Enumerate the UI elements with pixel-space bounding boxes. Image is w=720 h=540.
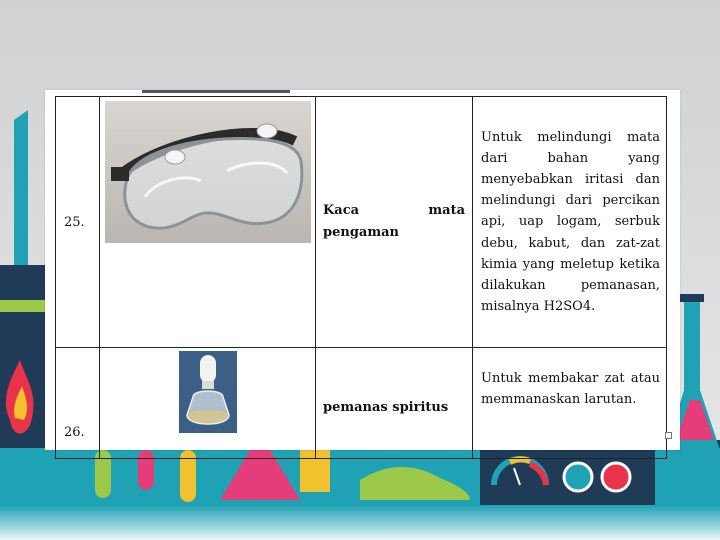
table-resize-handle[interactable] (665, 432, 672, 439)
red-circle-icon (602, 463, 630, 491)
equipment-name: Kaca mata pengaman (316, 97, 473, 348)
table-row (56, 348, 667, 459)
previous-row-image-edge (142, 90, 290, 93)
safety-goggles-photo (105, 101, 311, 243)
table-row (56, 97, 667, 348)
equipment-name: pemanas spiritus (316, 348, 473, 459)
teal-circle-icon (564, 463, 592, 491)
document-page (45, 90, 680, 450)
spirit-lamp-photo (179, 351, 237, 433)
row-number: 26. (56, 348, 100, 459)
equipment-description: Untuk membakar zat atau memmanaskan larutan. (473, 348, 667, 459)
equipment-image-cell (100, 97, 316, 348)
equipment-image-cell (100, 348, 316, 459)
row-number: 25. (56, 97, 100, 348)
lab-equipment-table (55, 96, 667, 459)
equipment-description: Untuk melindungi mata dari bahan yang menyebabkan iritasi dan melindungi dari percikan api, uap logam, serbuk debu, kabut, dan zat-zat kimia yang meletup ketika dilakukan pemanasan, misalnya H2SO4. (473, 97, 667, 348)
